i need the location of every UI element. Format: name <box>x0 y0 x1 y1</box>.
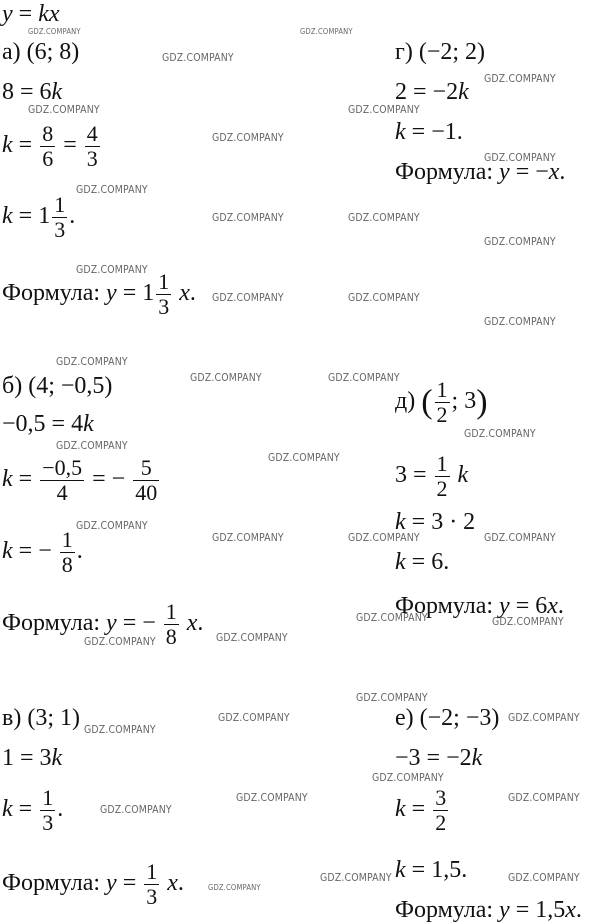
part-d-heading: д) ( $\frac{1}{2}$ ; 3) <box>395 377 488 427</box>
part-d-line2: k = 3 · 2 <box>395 509 476 535</box>
part-g-formula: Формула: y = −x. <box>395 159 566 185</box>
watermark: GDZ.COMPANY <box>484 531 556 544</box>
watermark: GDZ.COMPANY <box>484 72 556 85</box>
fraction: $\frac{1}{8}$ <box>61 527 73 577</box>
part-g-line1: 2 = −2k <box>395 79 469 105</box>
watermark: GDZ.COMPANY <box>508 711 580 724</box>
part-b-formula: Формула: y = − $\frac{1}{8}$ x. <box>2 599 204 649</box>
part-d-formula: Формула: y = 6x. <box>395 593 564 619</box>
part-a-line3: k = 1 $\frac{1}{3}$ . <box>2 192 76 242</box>
watermark: GDZ.COMPANY <box>100 803 172 816</box>
watermark: GDZ.COMPANY <box>328 371 400 384</box>
fraction: $\frac{1}{8}$ <box>165 599 177 649</box>
part-v-heading: в) (3; 1) <box>2 705 80 731</box>
part-v-line1: 1 = 3k <box>2 745 63 771</box>
watermark: GDZ.COMPANY <box>76 263 148 276</box>
watermark: GDZ.COMPANY <box>464 427 536 440</box>
fraction: $\frac{1}{2}$ <box>436 451 448 501</box>
watermark: GDZ.COMPANY <box>162 51 234 64</box>
watermark: GDZ.COMPANY <box>492 615 564 628</box>
part-a-heading: а) (6; 8) <box>2 39 80 65</box>
fraction: $\frac{8}{6}$ <box>42 121 54 171</box>
watermark: GDZ.COMPANY <box>76 519 148 532</box>
watermark: GDZ.COMPANY <box>508 791 580 804</box>
watermark: GDZ.COMPANY <box>372 771 444 784</box>
watermark: GDZ.COMPANY <box>212 531 284 544</box>
watermark: GDZ.COMPANY <box>212 131 284 144</box>
main-equation <box>2 0 60 28</box>
watermark: GDZ.COMPANY <box>208 883 261 892</box>
part-b-line3: k = − $\frac{1}{8}$ . <box>2 527 83 577</box>
fraction: $\frac{1}{3}$ <box>146 859 158 909</box>
watermark: GDZ.COMPANY <box>508 871 580 884</box>
watermark: GDZ.COMPANY <box>300 27 353 36</box>
watermark: GDZ.COMPANY <box>216 631 288 644</box>
watermark: GDZ.COMPANY <box>212 291 284 304</box>
watermark: GDZ.COMPANY <box>28 103 100 116</box>
watermark: GDZ.COMPANY <box>218 711 290 724</box>
fraction: $\frac{-0,5}{4}$ <box>42 455 83 505</box>
part-a-line1: 8 = 6k <box>2 79 63 105</box>
equals: = <box>18 1 33 27</box>
watermark: GDZ.COMPANY <box>28 27 81 36</box>
watermark: GDZ.COMPANY <box>484 151 556 164</box>
watermark: GDZ.COMPANY <box>484 235 556 248</box>
fraction: $\frac{1}{3}$ <box>42 785 54 835</box>
part-g-line2: k = −1. <box>395 119 463 145</box>
fraction: $\frac{1}{2}$ <box>436 377 448 427</box>
watermark: GDZ.COMPANY <box>348 103 420 116</box>
part-v-formula: Формула: y = $\frac{1}{3}$ x. <box>2 859 184 909</box>
part-b-heading: б) (4; −0,5) <box>2 373 113 399</box>
watermark: GDZ.COMPANY <box>484 315 556 328</box>
part-b-line2: k = $\frac{-0,5}{4}$ = − $\frac{5}{40}$ <box>2 455 158 505</box>
watermark: GDZ.COMPANY <box>190 371 262 384</box>
watermark: GDZ.COMPANY <box>348 531 420 544</box>
part-d-line1: 3 = $\frac{1}{2}$ k <box>395 451 469 501</box>
part-e-line2: k = $\frac{3}{2}$ <box>395 785 447 835</box>
watermark: GDZ.COMPANY <box>348 291 420 304</box>
watermark: GDZ.COMPANY <box>356 691 428 704</box>
part-v-line2: k = $\frac{1}{3}$ . <box>2 785 64 835</box>
watermark: GDZ.COMPANY <box>348 211 420 224</box>
part-d-line3: k = 6. <box>395 549 450 575</box>
fraction: $\frac{1}{3}$ <box>54 192 66 242</box>
watermark: GDZ.COMPANY <box>212 211 284 224</box>
part-e-line1: −3 = −2k <box>395 745 483 771</box>
part-e-formula: Формула: y = 1,5x. <box>395 897 582 923</box>
part-e-line3: k = 1,5. <box>395 857 468 883</box>
fraction: $\frac{1}{3}$ <box>158 269 170 319</box>
watermark: GDZ.COMPANY <box>84 723 156 736</box>
watermark: GDZ.COMPANY <box>56 439 128 452</box>
part-b-line1: −0,5 = 4k <box>2 411 94 437</box>
part-a-line2: k = $\frac{8}{6}$ = $\frac{4}{3}$ <box>2 121 98 171</box>
part-g-heading: г) (−2; 2) <box>395 39 486 65</box>
fraction: $\frac{4}{3}$ <box>86 121 98 171</box>
watermark: GDZ.COMPANY <box>320 871 392 884</box>
watermark: GDZ.COMPANY <box>268 451 340 464</box>
watermark: GDZ.COMPANY <box>236 791 308 804</box>
fraction: $\frac{3}{2}$ <box>435 785 447 835</box>
part-e-heading: е) (−2; −3) <box>395 705 500 731</box>
fraction: $\frac{5}{40}$ <box>135 455 158 505</box>
watermark: GDZ.COMPANY <box>356 611 428 624</box>
watermark: GDZ.COMPANY <box>76 183 148 196</box>
var-kx: kx <box>38 1 60 27</box>
watermark: GDZ.COMPANY <box>84 635 156 648</box>
part-a-formula: Формула: y = 1 $\frac{1}{3}$ x. <box>2 269 196 319</box>
watermark: GDZ.COMPANY <box>56 355 128 368</box>
var-y: y <box>2 1 13 27</box>
